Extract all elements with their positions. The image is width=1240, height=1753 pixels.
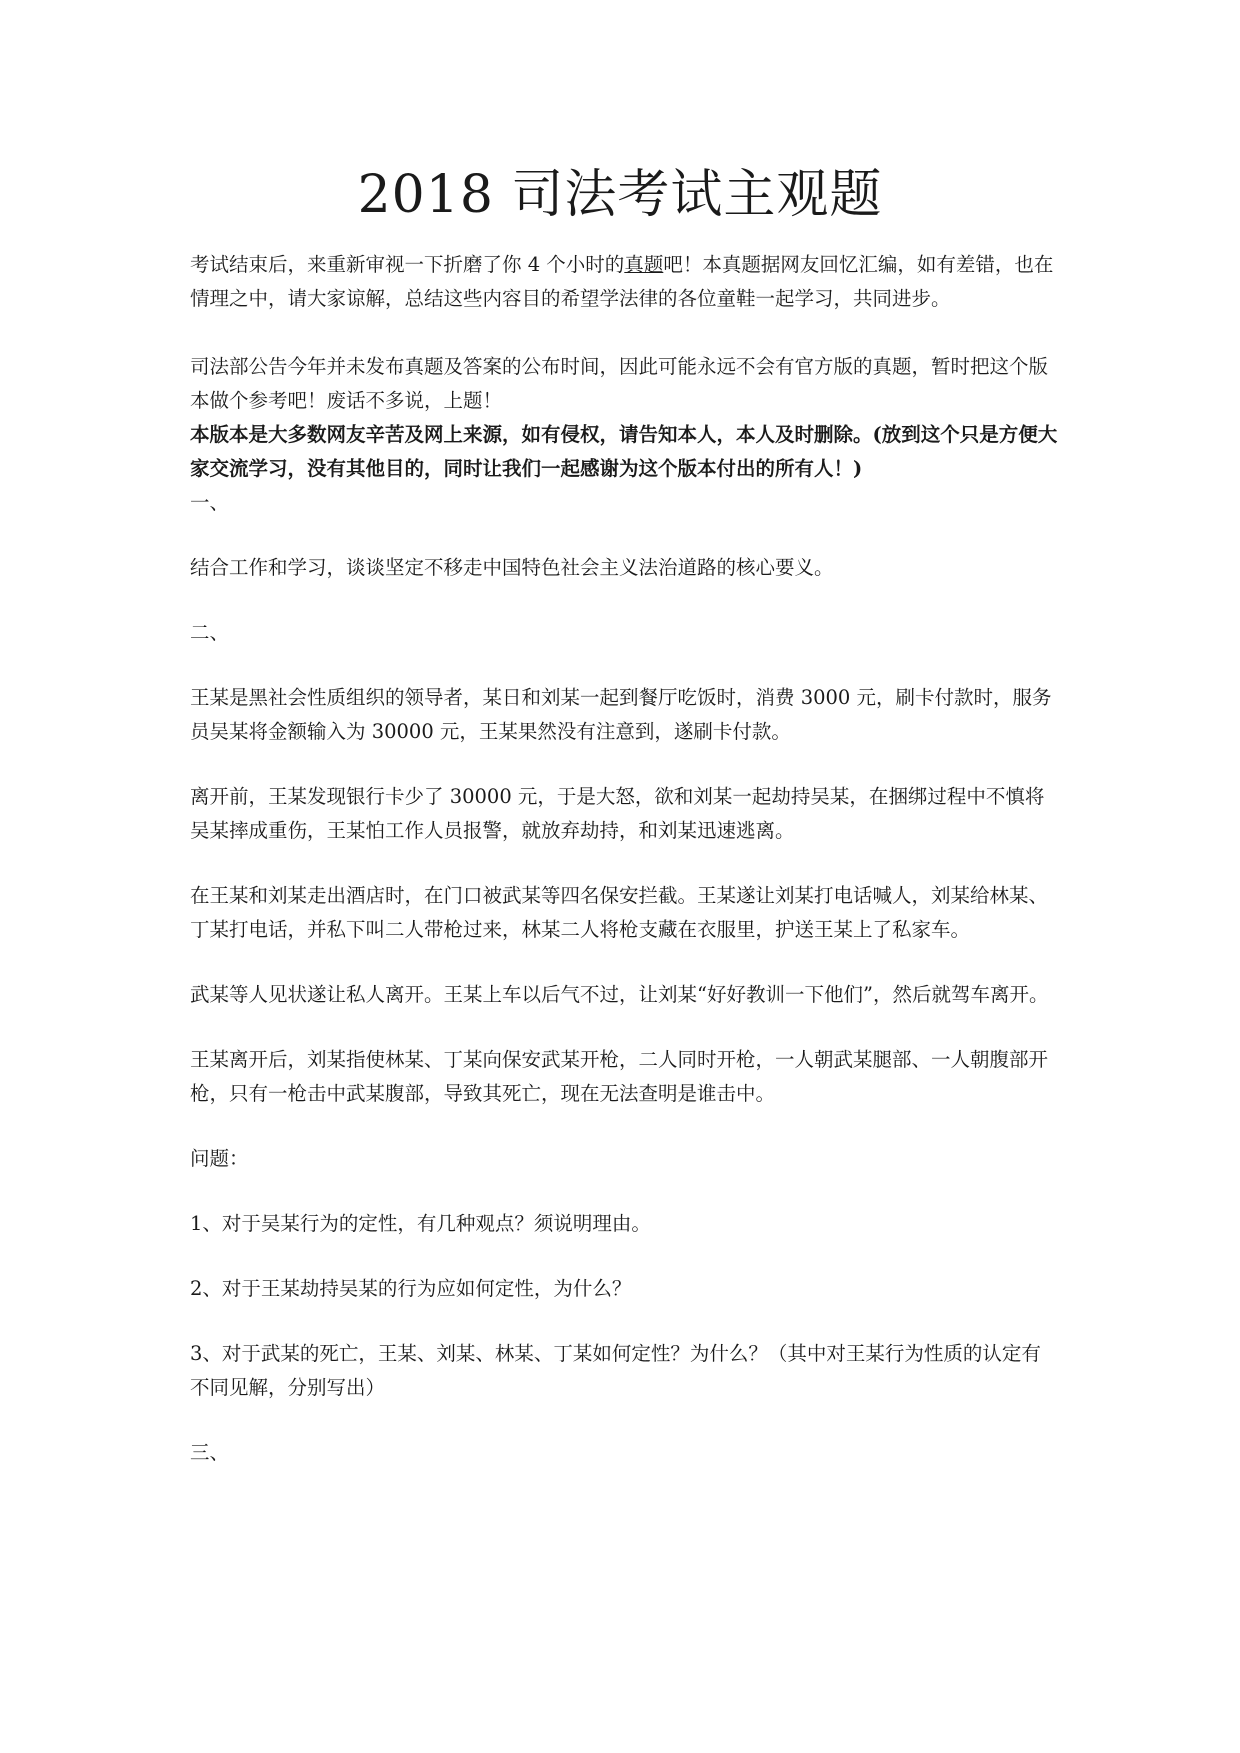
section-two-heading: 二、 [190,621,230,644]
spacer [190,316,1060,350]
intro-text-before: 考试结束后，来重新审视一下折磨了你 4 个小时的 [190,253,625,276]
spacer [190,947,1060,978]
intro-text-after: 吧！本真题据网友回忆汇编，如有差错，也在情理之中，请大家谅解，总结这些内容目的希望学法律的各位童鞋一起学习，共同进步。 [190,253,1054,310]
case-paragraph-2: 离开前，王某发现银行卡少了 30000 元，于是大怒，欲和刘某一起劫持吴某，在捆绑过程中不慎将吴某摔成重伤，王某怕工作人员报警，就放弃劫持，和刘某迅速逃离。 [190,785,1045,842]
notice-paragraph: 司法部公告今年并未发布真题及答案的公布时间，因此可能永远不会有官方版的真题，暂时把这个版本做个参考吧！废话不多说，上题！ [190,355,1049,412]
spacer [190,1012,1060,1043]
section-one-heading: 一、 [190,491,230,514]
spacer [190,1405,1060,1436]
question-3: 3、对于武某的死亡，王某、刘某、林某、丁某如何定性？为什么？（其中对王某行为性质的认定有不同见解，分别写出） [190,1342,1041,1399]
section-three-heading: 三、 [190,1441,230,1464]
spacer [190,1111,1060,1142]
case-paragraph-1: 王某是黑社会性质组织的领导者，某日和刘某一起到餐厅吃饭时，消费 3000 元，刷卡付款时，服务员吴某将金额输入为 30000 元，王某果然没有注意到，遂刷卡付款。 [190,686,1052,743]
section-one-question: 结合工作和学习，谈谈坚定不移走中国特色社会主义法治道路的核心要义。 [190,556,834,579]
case-paragraph-5: 王某离开后，刘某指使林某、丁某向保安武某开枪，二人同时开枪，一人朝武某腿部、一人朝腹部开枪，只有一枪击中武某腹部，导致其死亡，现在无法查明是谁击中。 [190,1048,1049,1105]
spacer [190,1176,1060,1207]
disclaimer-paragraph: 本版本是大多数网友辛苦及网上来源，如有侵权，请告知本人，本人及时删除。(放到这个只是方便大家交流学习，没有其他目的，同时让我们一起感谢为这个版本付出的所有人！) [190,423,1058,480]
page-title: 2018 司法考试主观题 [357,165,883,225]
zhenti-link[interactable]: 真题 [624,253,664,276]
spacer [190,585,1060,616]
case-paragraph-4: 武某等人见状遂让私人离开。王某上车以后气不过，让刘某“好好教训一下他们”，然后就驾车离开。 [190,983,1049,1006]
spacer [190,1241,1060,1272]
case-paragraph-3: 在王某和刘某走出酒店时，在门口被武某等四名保安拦截。王某遂让刘某打电话喊人，刘某给林某、丁某打电话，并私下叫二人带枪过来，林某二人将枪支藏在衣服里，护送王某上了私家车。 [190,884,1049,941]
questions-label: 问题： [190,1147,249,1170]
intro-paragraph [190,248,1060,316]
spacer [190,749,1060,780]
question-2: 2、对于王某劫持吴某的行为应如何定性，为什么？ [190,1277,632,1300]
spacer [190,848,1060,879]
document-body [190,248,1060,1470]
spacer [190,650,1060,681]
spacer [190,1306,1060,1337]
question-1: 1、对于吴某行为的定性，有几种观点？须说明理由。 [190,1212,651,1235]
spacer [190,520,1060,551]
